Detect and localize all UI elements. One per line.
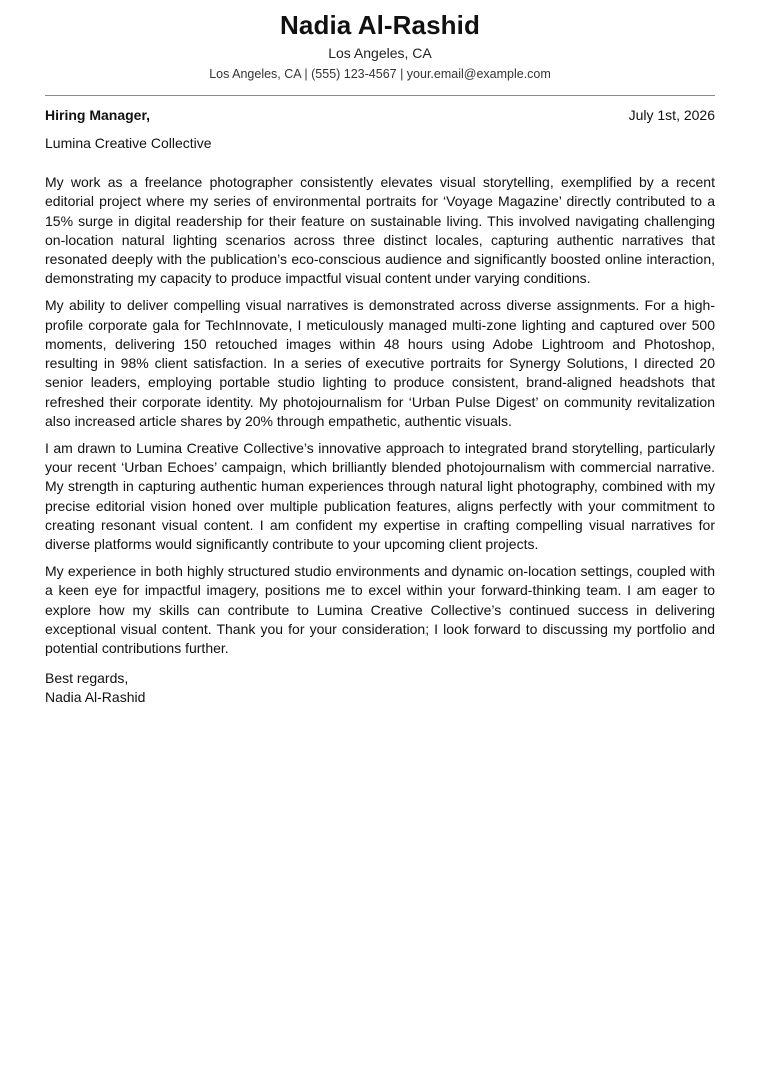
letter-closing <box>45 669 715 708</box>
closing-salutation: Best regards, <box>45 669 129 686</box>
recipient-company: Lumina Creative Collective <box>45 135 212 151</box>
recipient-salutation: Hiring Manager, <box>45 107 151 123</box>
letter-header <box>45 0 715 83</box>
applicant-name: Nadia Al-Rashid <box>280 10 480 40</box>
body-paragraph: My ability to deliver compelling visual narratives is demonstrated across diverse assignments. For a high-profile corporate gala for TechInnovate, I meticulously managed multi-zone lighting and captured over 500 moments, delivering 150 retouched images within 48 hours using Adobe Lightroom and Photoshop, resulting in 98% client satisfaction. In a series of executive portraits for Synergy Solutions, I directed 20 senior leaders, employing portable studio lighting to produce consistent, brand-aligned headshots that refreshed their corporate identity. My photojournalism for ‘Urban Pulse Digest’ on community revitalization also increased article shares by 20% through empathetic, authentic visuals. <box>45 297 715 430</box>
body-paragraph: My experience in both highly structured studio environments and dynamic on-location settings, coupled with a keen eye for impactful imagery, positions me to excel within your forward-thinking team. I am eager to explore how my skills can contribute to Lumina Creative Collective’s continued success in delivering exceptional visual content. Thank you for your consideration; I look forward to discussing my portfolio and potential contributions further. <box>45 563 715 657</box>
body-paragraph: My work as a freelance photographer consistently elevates visual storytelling, exemplified by a recent editorial project where my series of environmental portraits for ‘Voyage Magazine’ directly contributed to a 15% surge in digital readership for their feature on sustainable living. This involved navigating challenging on-location natural lighting scenarios across three distinct locales, capturing authentic narratives that resonated deeply with the publication’s eco-conscious audience and significantly boosted online interaction, demonstrating my capacity to produce impactful visual content under varying conditions. <box>45 174 715 287</box>
closing-signature: Nadia Al-Rashid <box>45 688 146 705</box>
header-divider <box>45 95 715 96</box>
letter-body <box>45 173 715 659</box>
applicant-contact-line: Los Angeles, CA | (555) 123-4567 | your.email@example.com <box>209 67 551 81</box>
applicant-location: Los Angeles, CA <box>328 45 432 61</box>
letter-date: July 1st, 2026 <box>628 107 715 123</box>
body-paragraph: I am drawn to Lumina Creative Collective’s innovative approach to integrated brand storytelling, particularly your recent ‘Urban Echoes’ campaign, which brilliantly blended photojournalism with commercial narrative. My strength in capturing authentic human experiences through natural light photography, combined with my precise editorial vision honed over multiple publication features, aligns perfectly with your commitment to creating resonant visual content. I am confident my expertise in crafting compelling visual narratives for diverse platforms would significantly contribute to your upcoming client projects. <box>45 439 715 553</box>
recipient-date-row <box>45 106 715 124</box>
